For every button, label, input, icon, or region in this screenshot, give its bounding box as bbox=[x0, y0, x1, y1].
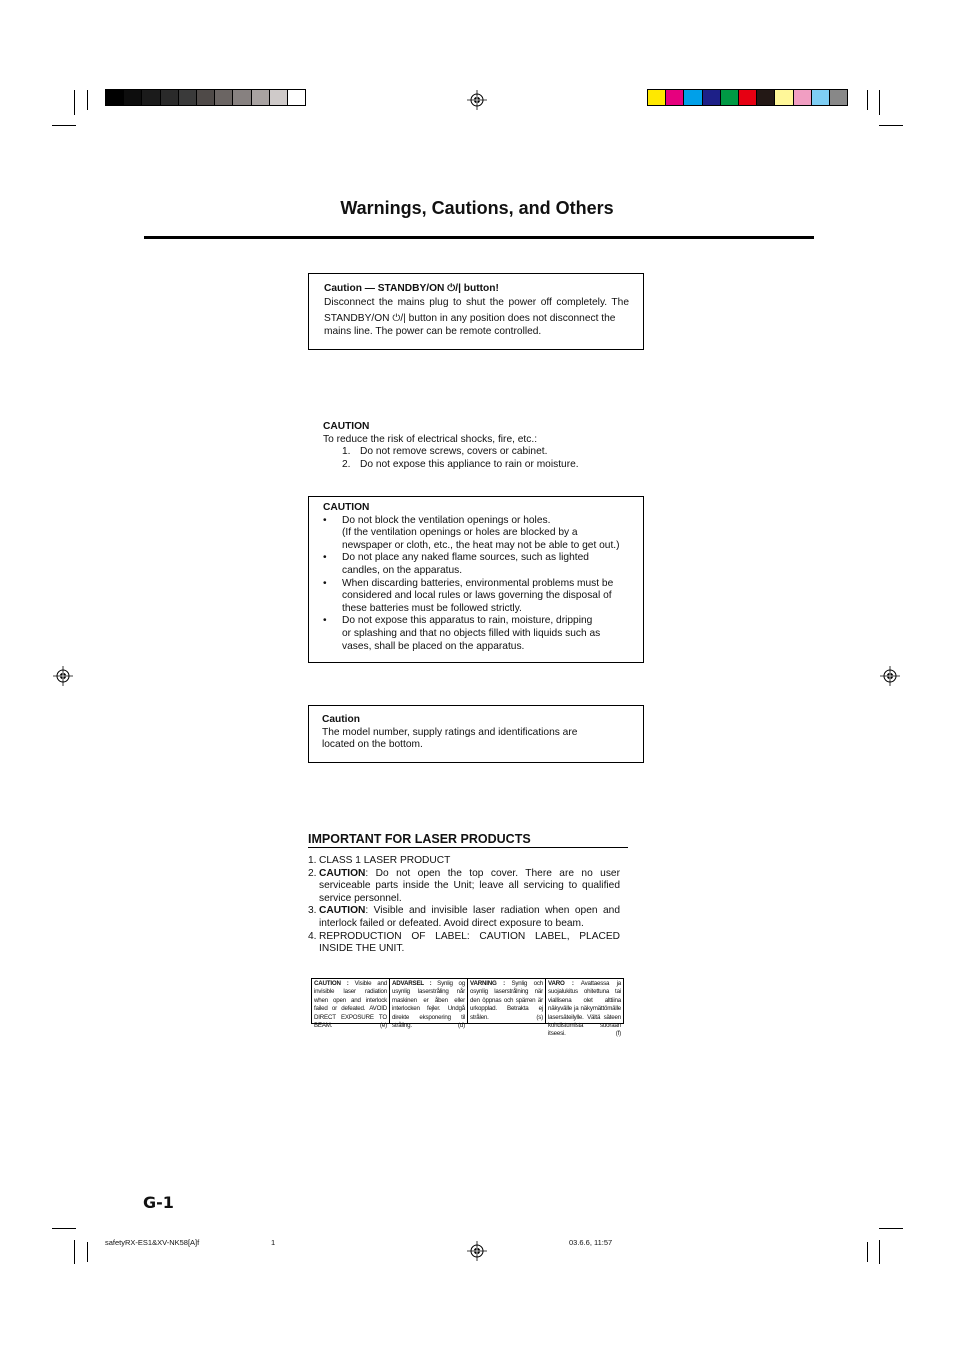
color-swatch bbox=[757, 90, 775, 105]
list-item: • Do not block the ventilation openings or holes. (If the ventilation openings or holes are blocked by a newspaper or cloth, etc., the heat may not be able to get out.) bbox=[323, 514, 620, 551]
color-swatch bbox=[775, 90, 793, 105]
label-cell-english: CAUTION : Visible and invisible laser radiation when open and interlock failed or defeated. AVOID DIRECT EXPOSURE TO BEAM. (e) bbox=[312, 979, 390, 1023]
gray-swatch bbox=[197, 90, 215, 105]
list-item: 3. CAUTION: Visible and invisible laser radiation when open and interlock failed or defeated. Avoid direct exposure to beam. bbox=[308, 905, 620, 929]
general-caution-box bbox=[308, 496, 644, 663]
list-item: 2. CAUTION: Do not open the top cover. There are no user serviceable parts inside the Unit; leave all servicing to qualified service personnel. bbox=[308, 867, 620, 904]
footer-filename: safetyRX-ES1&XV-NK58[A]f bbox=[105, 1238, 200, 1247]
registration-mark-icon bbox=[53, 666, 73, 686]
standby-line-2: STANDBY/ON ⏻/| button in any position does not disconnect the bbox=[324, 313, 616, 325]
shock-caution-intro: To reduce the risk of electrical shocks, fire, etc.: bbox=[323, 433, 538, 445]
gray-swatch bbox=[252, 90, 270, 105]
gray-swatch bbox=[106, 90, 124, 105]
list-item: 2. Do not expose this appliance to rain or moisture. bbox=[342, 458, 579, 470]
gray-swatch bbox=[161, 90, 179, 105]
standby-line-1: Disconnect the mains plug to shut the power off completely. The bbox=[324, 296, 629, 308]
standby-caution-box bbox=[308, 273, 644, 350]
color-swatch bbox=[684, 90, 702, 105]
list-item: 1. CLASS 1 LASER PRODUCT bbox=[308, 855, 451, 866]
gray-swatch bbox=[179, 90, 197, 105]
general-caution-list bbox=[323, 515, 633, 654]
page-title: Warnings, Cautions, and Others bbox=[340, 198, 614, 218]
model-caution-heading: Caution bbox=[322, 714, 360, 725]
gray-swatch bbox=[215, 90, 233, 105]
color-swatch bbox=[666, 90, 684, 105]
power-icon: ⏻ bbox=[447, 283, 456, 294]
label-cell-finnish: VARO : Avattaessa ja suojalukitus ohitettuna tai viallisena olet alttiina näkyvälle ja näkymättömälle lasersäteilylle. Vältä säteen kohdistumista suoraan itseesi. (f) bbox=[548, 980, 621, 1038]
registration-mark-icon bbox=[467, 1241, 487, 1261]
standby-line-3: mains line. The power can be remote controlled. bbox=[324, 325, 542, 337]
list-item: • When discarding batteries, environmental problems must be considered and local rules or laws governing the disposal of these batteries must be followed strictly. bbox=[323, 577, 614, 614]
gray-swatch bbox=[142, 90, 160, 105]
shock-caution-list bbox=[323, 446, 643, 471]
list-item: 4. REPRODUCTION OF LABEL: CAUTION LABEL, PLACED INSIDE THE UNIT. bbox=[308, 930, 620, 955]
gray-swatch bbox=[124, 90, 142, 105]
laser-heading: IMPORTANT FOR LASER PRODUCTS bbox=[308, 832, 628, 848]
registration-mark-icon bbox=[467, 90, 487, 110]
shock-caution bbox=[323, 421, 643, 471]
model-number-caution-box: Caution The model number, supply ratings and identifications are located on the bottom. bbox=[308, 705, 644, 763]
gray-swatch bbox=[288, 90, 305, 105]
list-item: • Do not place any naked flame sources, such as lighted candles, on the apparatus. bbox=[323, 552, 589, 576]
color-swatch bbox=[830, 90, 847, 105]
registration-mark-icon bbox=[880, 666, 900, 686]
color-swatch bbox=[703, 90, 721, 105]
list-item: • Do not expose this apparatus to rain, moisture, dripping or splashing and that no objects filled with liquids such as vases, shall be placed on the apparatus. bbox=[323, 615, 601, 652]
color-calibration-bar bbox=[647, 89, 848, 106]
gray-swatch bbox=[233, 90, 251, 105]
color-swatch bbox=[648, 90, 666, 105]
color-swatch bbox=[721, 90, 739, 105]
footer-date: 03.6.6, 11:57 bbox=[569, 1238, 613, 1247]
list-item: 1. Do not remove screws, covers or cabinet. bbox=[342, 446, 548, 458]
title-rule bbox=[144, 236, 814, 239]
page-number: G-1 bbox=[143, 1193, 174, 1212]
laser-caution-label bbox=[311, 978, 624, 1038]
grayscale-calibration-bar bbox=[105, 89, 306, 106]
power-icon: ⏻ bbox=[392, 313, 401, 325]
gray-swatch bbox=[270, 90, 288, 105]
shock-caution-heading: CAUTION bbox=[323, 421, 370, 432]
footer-page: 1 bbox=[271, 1238, 276, 1247]
standby-heading: Caution — STANDBY/ON ⏻/| button! bbox=[324, 283, 499, 294]
laser-list bbox=[308, 855, 620, 956]
color-swatch bbox=[812, 90, 830, 105]
label-cell-danish: ADVARSEL : Synlig og usynlig laserstråling når maskinen er åben eller interlocken fejler. Undgå direkte eksponering til stråling. (d) bbox=[390, 979, 468, 1023]
general-caution-heading: CAUTION bbox=[323, 502, 370, 513]
label-cell-swedish: VARNING : Synlig och osynlig laserstrålning när den öppnas och spärren är urkopplad. Betrakta ej strålen. (s) bbox=[468, 979, 546, 1023]
color-swatch bbox=[794, 90, 812, 105]
color-swatch bbox=[739, 90, 757, 105]
